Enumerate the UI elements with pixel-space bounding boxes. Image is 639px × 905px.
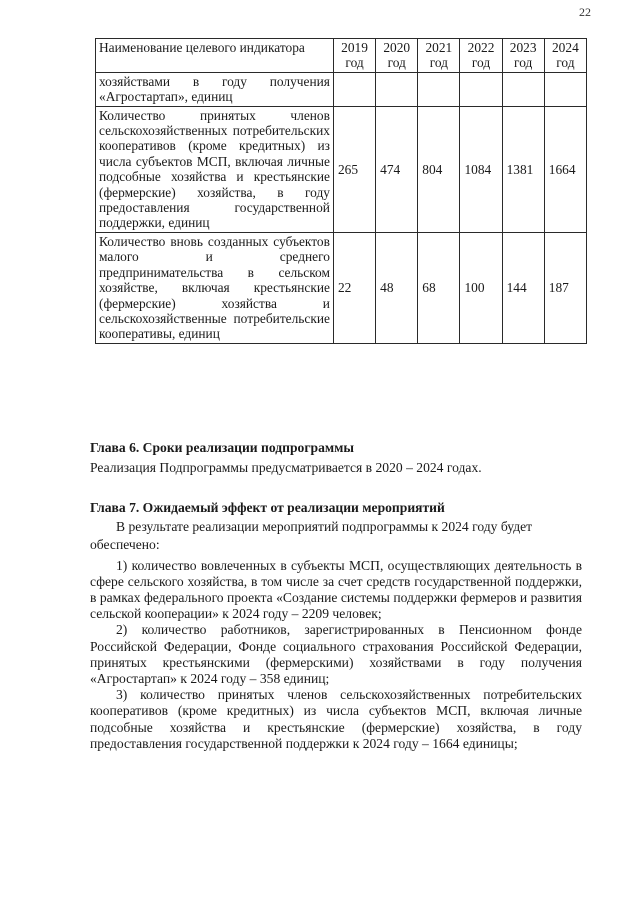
indicator-value: [544, 72, 586, 106]
expected-effect-item: 3) количество принятых членов сельскохозяйственных потребительских кооперативов (кроме кредитных) из числа субъектов МСП, включая личные подсобные хозяйства и крестьянские (фермерские) хозяйства, в году предоставления государственной поддержки к 2024 году – 1664 единицы;: [90, 687, 582, 751]
expected-effect-item: 1) количество вовлеченных в субъекты МСП, осуществляющих деятельность в сфере сельского хозяйства, в том числе за счет средств государственной поддержки, в рамках федерального проекта «Создание системы поддержки фермеров и развития сельской кооперации» к 2024 году – 2209 человек;: [90, 557, 582, 622]
indicator-value: 144: [502, 232, 544, 343]
header-year: 2022 год: [460, 39, 502, 73]
header-year: 2024 год: [544, 39, 586, 73]
table-header-row: [96, 39, 587, 73]
chapter-6-section: [90, 440, 582, 476]
indicator-value: 48: [376, 232, 418, 343]
header-year: 2019 год: [333, 39, 375, 73]
indicator-name: Количество вновь созданных субъектов малого и среднего предпринимательства в сельском хозяйстве, включая крестьянские (фермерские) хозяйства и сельскохозяйственные потребительские кооперативы, единиц: [96, 232, 334, 343]
indicator-name: Количество принятых членов сельскохозяйственных потребительских кооперативов (кроме кредитных) из числа субъектов МСП, включая личные подсобные хозяйства и крестьянские (фермерские) хозяйства, в году предоставления государственной поддержки, единиц: [96, 106, 334, 232]
indicator-value: 22: [333, 232, 375, 343]
table-row: [96, 106, 587, 232]
chapter-6-heading: Глава 6. Сроки реализации подпрограммы: [90, 440, 354, 455]
table-row: [96, 232, 587, 343]
indicator-value: 68: [418, 232, 460, 343]
indicators-table: [95, 38, 587, 344]
indicator-value: 265: [333, 106, 375, 232]
page-number: 22: [579, 5, 591, 19]
table-row: [96, 72, 587, 106]
chapter-7-section: [90, 500, 582, 752]
indicator-value: [460, 72, 502, 106]
indicator-name: хозяйствами в году получения «Агростартап», единиц: [96, 72, 334, 106]
indicator-value: [333, 72, 375, 106]
chapter-6-text: Реализация Подпрограммы предусматривается в 2020 – 2024 годах.: [90, 460, 482, 476]
indicator-value: 1084: [460, 106, 502, 232]
indicator-value: [376, 72, 418, 106]
indicator-value: 1381: [502, 106, 544, 232]
indicator-value: [502, 72, 544, 106]
indicator-value: 187: [544, 232, 586, 343]
indicator-value: 474: [376, 106, 418, 232]
chapter-7-intro: В результате реализации мероприятий подпрограммы к 2024 году будет: [116, 519, 533, 535]
chapter-7-heading: Глава 7. Ожидаемый эффект от реализации мероприятий: [90, 500, 445, 515]
header-year: 2023 год: [502, 39, 544, 73]
indicator-value: 804: [418, 106, 460, 232]
chapter-7-intro-continued: обеспечено:: [90, 537, 160, 553]
header-year: 2020 год: [376, 39, 418, 73]
header-indicator-name: Наименование целевого индикатора: [96, 39, 334, 73]
indicator-value: 100: [460, 232, 502, 343]
indicator-value: 1664: [544, 106, 586, 232]
indicator-value: [418, 72, 460, 106]
header-year: 2021 год: [418, 39, 460, 73]
expected-effect-item: 2) количество работников, зарегистрированных в Пенсионном фонде Российской Федерации, Фонде социального страхования Российской Федерации, принятых крестьянскими (фермерскими) хозяйствами в году получения «Агростартап» к 2024 году – 358 единиц;: [90, 622, 582, 687]
